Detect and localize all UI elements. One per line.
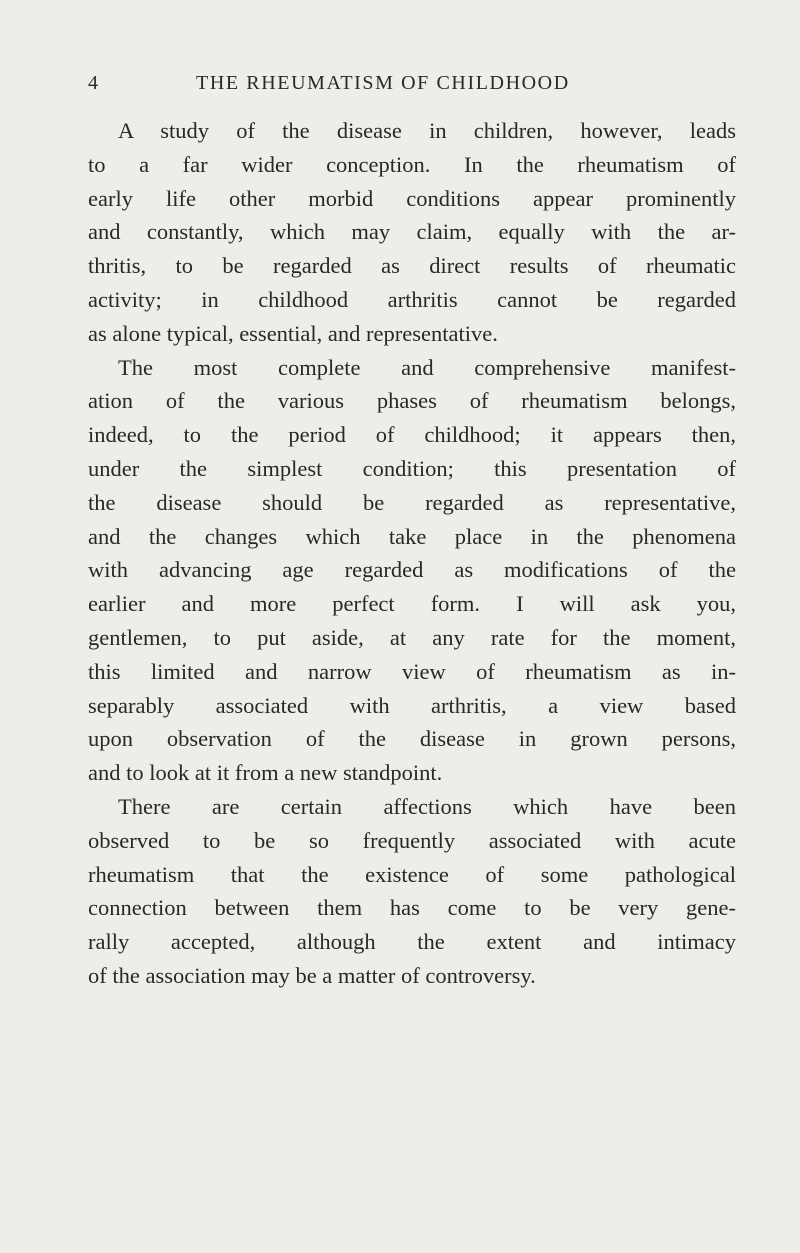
text-line: The most complete and comprehensive manifest- bbox=[118, 354, 736, 380]
running-head-title: THE RHEUMATISM OF CHILDHOOD bbox=[196, 72, 570, 94]
text-line: ation of the various phases of rheumatism belongs, bbox=[88, 388, 736, 414]
text-line: of the association may be a matter of controversy. bbox=[88, 962, 536, 988]
running-head bbox=[88, 72, 736, 102]
text-line: as alone typical, essential, and representative. bbox=[88, 320, 498, 346]
text-line: to a far wider conception. In the rheumatism of bbox=[88, 151, 736, 177]
text-line: observed to be so frequently associated with acute bbox=[88, 827, 736, 853]
text-line: There are certain affections which have been bbox=[118, 793, 736, 819]
text-line: earlier and more perfect form. I will ask you, bbox=[88, 591, 736, 617]
body-text bbox=[88, 114, 736, 993]
text-line: A study of the disease in children, however, leads bbox=[118, 118, 736, 143]
text-line: rheumatism that the existence of some pathological bbox=[88, 861, 736, 887]
text-line: upon observation of the disease in grown persons, bbox=[88, 726, 736, 752]
text-line: rally accepted, although the extent and intimacy bbox=[88, 929, 736, 955]
text-line: with advancing age regarded as modifications of the bbox=[88, 557, 736, 583]
text-line: gentlemen, to put aside, at any rate for the moment, bbox=[88, 624, 736, 650]
text-line: and the changes which take place in the phenomena bbox=[88, 523, 736, 549]
page-number: 4 bbox=[88, 72, 98, 94]
text-line: and to look at it from a new standpoint. bbox=[88, 760, 443, 786]
text-line: the disease should be regarded as representative, bbox=[88, 489, 736, 515]
text-line: indeed, to the period of childhood; it appears then, bbox=[88, 422, 736, 448]
text-line: connection between them has come to be very gene- bbox=[88, 895, 736, 921]
text-line: and constantly, which may claim, equally with the ar- bbox=[88, 219, 736, 245]
text-line: separably associated with arthritis, a view based bbox=[88, 692, 736, 718]
text-line: early life other morbid conditions appear prominently bbox=[88, 185, 736, 211]
text-line: thritis, to be regarded as direct results of rheumatic bbox=[88, 253, 736, 279]
text-line: activity; in childhood arthritis cannot be regarded bbox=[88, 286, 736, 312]
text-line: this limited and narrow view of rheumatism as in- bbox=[88, 658, 736, 684]
text-line: under the simplest condition; this presentation of bbox=[88, 455, 736, 481]
